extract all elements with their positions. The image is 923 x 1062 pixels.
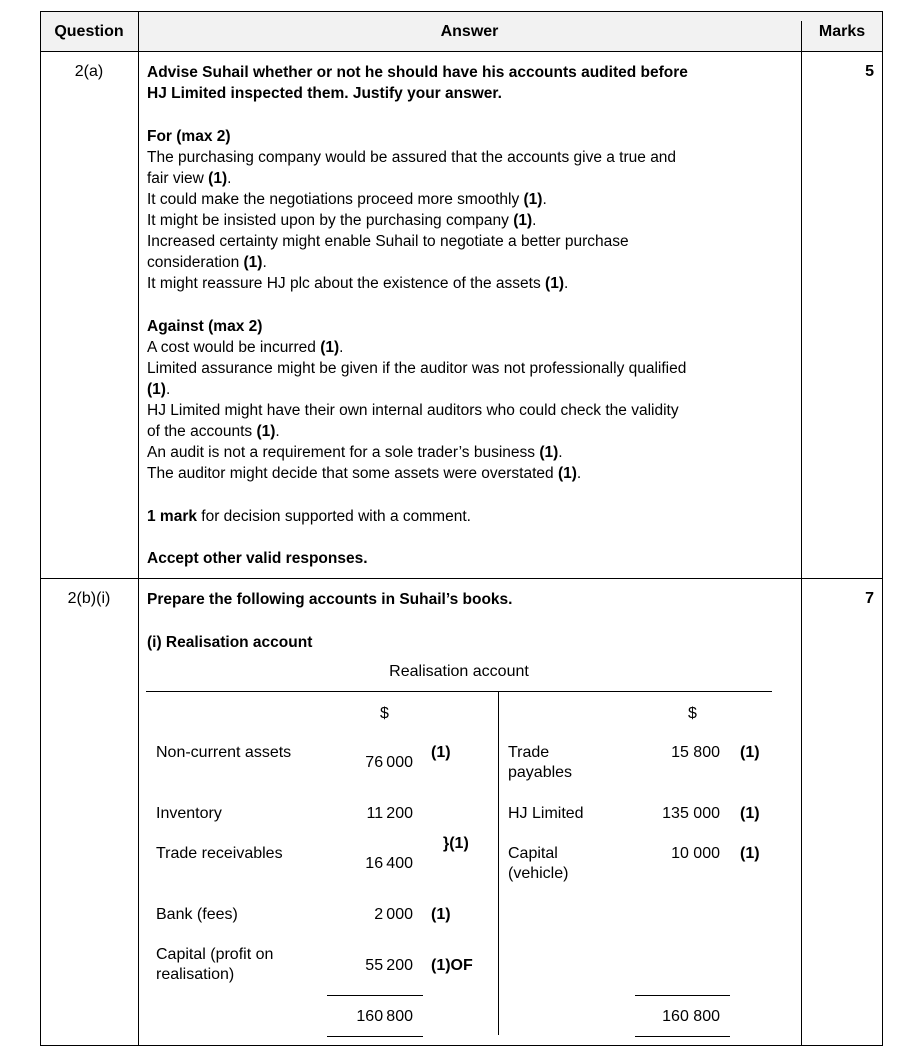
debit-mark: (1) bbox=[431, 744, 451, 761]
credit-label: Trade payables bbox=[508, 744, 573, 781]
credit-total-rule-bottom bbox=[635, 1036, 730, 1037]
account-top-rule bbox=[146, 691, 772, 692]
for-point: It might reassure HJ plc about the existence of the assets (1). bbox=[147, 275, 569, 292]
question-column-divider bbox=[138, 11, 139, 1046]
debit-label: Inventory bbox=[156, 805, 222, 822]
against-point: An audit is not a requirement for a sole trader’s business (1). bbox=[147, 444, 563, 461]
debit-label: Bank (fees) bbox=[156, 906, 238, 923]
credit-mark: (1) bbox=[740, 845, 760, 862]
credit-currency: $ bbox=[688, 705, 697, 722]
debit-amount: 16 400 bbox=[365, 855, 413, 872]
debit-label: Trade receivables bbox=[156, 845, 283, 862]
marks-value: 5 bbox=[865, 63, 874, 80]
for-point: Increased certainty might enable Suhail to negotiate a better purchase bbox=[147, 233, 629, 250]
marks-value: 7 bbox=[865, 590, 874, 607]
for-point-cont: fair view (1). bbox=[147, 170, 232, 187]
debit-amount: 55 200 bbox=[365, 957, 413, 974]
credit-total-rule-top bbox=[635, 995, 730, 996]
credit-label: Capital (vehicle) bbox=[508, 845, 569, 882]
against-point: The auditor might decide that some assets were overstated (1). bbox=[147, 465, 582, 482]
header-answer: Answer bbox=[440, 23, 499, 40]
for-point-cont: consideration (1). bbox=[147, 254, 267, 271]
debit-amount: 11 200 bbox=[366, 805, 413, 822]
for-heading: For (max 2) bbox=[147, 128, 231, 145]
for-section bbox=[147, 126, 797, 294]
debit-amount: 2 000 bbox=[374, 906, 413, 923]
for-point: It could make the negotiations proceed more smoothly (1). bbox=[147, 191, 547, 208]
accept-note: Accept other valid responses. bbox=[147, 550, 368, 567]
credit-amount: 135 000 bbox=[662, 805, 720, 822]
against-section bbox=[147, 316, 797, 484]
credit-mark: (1) bbox=[740, 805, 760, 822]
against-point: A cost would be incurred (1). bbox=[147, 339, 344, 356]
debit-bracket-mark: }(1) bbox=[443, 835, 469, 852]
debit-label: Capital (profit on realisation) bbox=[156, 946, 274, 983]
credit-mark: (1) bbox=[740, 744, 760, 761]
debit-total-rule-bottom bbox=[327, 1036, 423, 1037]
against-point: HJ Limited might have their own internal auditors who could check the validity bbox=[147, 402, 679, 419]
debit-mark: (1) bbox=[431, 906, 451, 923]
question-prompt: Advise Suhail whether or not he should have his accounts audited before HJ Limited inspected them. Justify your answer. bbox=[147, 64, 688, 102]
account-subheading: (i) Realisation account bbox=[147, 634, 313, 651]
against-heading: Against (max 2) bbox=[147, 318, 263, 335]
debit-amount: 76 000 bbox=[365, 754, 413, 771]
debit-mark: (1)OF bbox=[431, 957, 473, 974]
credit-total: 160 800 bbox=[662, 1008, 720, 1025]
account-title: Realisation account bbox=[389, 663, 529, 680]
against-point-cont: (1). bbox=[147, 381, 171, 398]
question-number: 2(b)(i) bbox=[67, 590, 111, 607]
debit-total-rule-top bbox=[327, 995, 423, 996]
credit-label: HJ Limited bbox=[508, 805, 584, 822]
against-point-cont: of the accounts (1). bbox=[147, 423, 280, 440]
against-point: Limited assurance might be given if the auditor was not professionally qualified bbox=[147, 360, 687, 377]
question-number: 2(a) bbox=[74, 63, 104, 80]
row-divider bbox=[40, 578, 883, 579]
marks-column-divider bbox=[801, 21, 802, 1046]
for-point: The purchasing company would be assured that the accounts give a true and bbox=[147, 149, 677, 166]
account-center-rule bbox=[498, 691, 499, 1035]
debit-label: Non-current assets bbox=[156, 744, 292, 761]
question-prompt: Prepare the following accounts in Suhail’s books. bbox=[147, 591, 513, 608]
credit-amount: 15 800 bbox=[671, 744, 720, 761]
header-question: Question bbox=[54, 23, 124, 40]
credit-amount: 10 000 bbox=[671, 845, 720, 862]
header-marks: Marks bbox=[818, 23, 866, 40]
debit-currency: $ bbox=[380, 705, 389, 722]
decision-note: 1 mark for decision supported with a comment. bbox=[147, 508, 471, 525]
for-point: It might be insisted upon by the purchasing company (1). bbox=[147, 212, 537, 229]
debit-total: 160 800 bbox=[356, 1008, 413, 1025]
